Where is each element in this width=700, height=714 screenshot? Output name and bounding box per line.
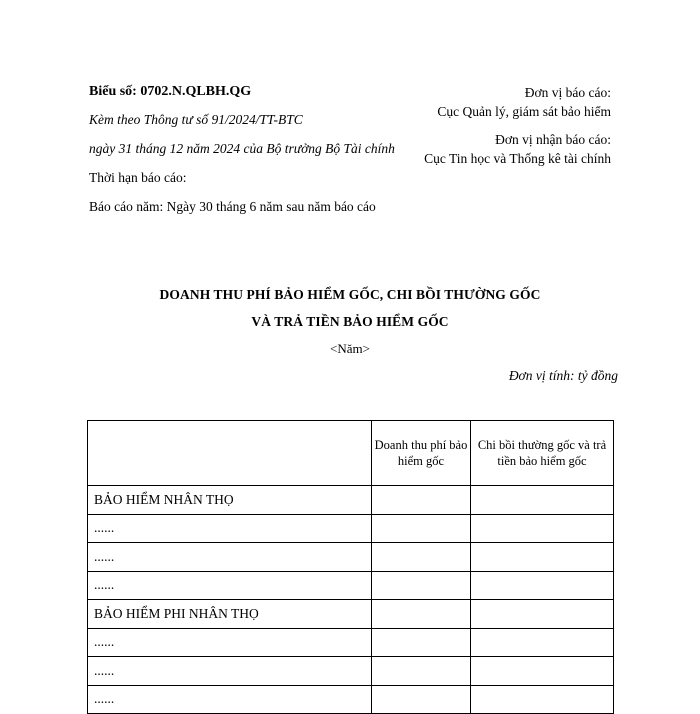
row-label-life-insurance: BẢO HIỂM NHÂN THỌ [88, 486, 372, 515]
row-label: ...... [88, 628, 372, 657]
claims-paid-cell [471, 685, 614, 714]
premium-revenue-cell [372, 486, 471, 515]
reporting-unit: Cục Quản lý, giám sát bảo hiểm [437, 104, 611, 119]
table-row [88, 628, 614, 657]
claims-paid-cell [471, 486, 614, 515]
unit-info [371, 83, 611, 168]
title-line-2: VÀ TRẢ TIỀN BẢO HIỂM GỐC [251, 314, 449, 329]
table-row [88, 685, 614, 714]
table-row [88, 514, 614, 543]
table-row [88, 571, 614, 600]
column-header-description [88, 421, 372, 486]
row-label: ...... [88, 543, 372, 572]
table-row [88, 657, 614, 686]
premium-revenue-cell [372, 571, 471, 600]
form-code: Biểu số: 0702.N.QLBH.QG [89, 84, 252, 99]
premium-revenue-cell [372, 600, 471, 629]
row-label: ...... [88, 571, 372, 600]
form-info [89, 82, 395, 216]
column-header-premium-revenue: Doanh thu phí bảo hiểm gốc [372, 421, 471, 486]
receiving-unit-label: Đơn vị nhận báo cáo: [495, 132, 611, 147]
unit-note: Đơn vị tính: tỷ đồng [508, 368, 618, 383]
table-row [88, 600, 614, 629]
claims-paid-cell [471, 514, 614, 543]
row-label: ...... [88, 685, 372, 714]
table-row [88, 486, 614, 515]
row-label: ...... [88, 657, 372, 686]
row-label: ...... [88, 514, 372, 543]
report-title [0, 285, 700, 358]
year-placeholder: <Năm> [330, 341, 370, 356]
premium-revenue-cell [372, 514, 471, 543]
column-header-claims-paid: Chi bồi thường gốc và trả tiền bảo hiểm gốc [471, 421, 614, 486]
premium-revenue-cell [372, 543, 471, 572]
claims-paid-cell [471, 600, 614, 629]
deadline-text: Báo cáo năm: Ngày 30 tháng 6 năm sau năm báo cáo [89, 199, 376, 214]
premium-revenue-cell [372, 628, 471, 657]
claims-paid-cell [471, 657, 614, 686]
premium-revenue-cell [372, 685, 471, 714]
circular-reference: Kèm theo Thông tư số 91/2024/TT-BTC [89, 112, 303, 127]
receiving-unit: Cục Tin học và Thống kê tài chính [424, 151, 611, 166]
deadline-label: Thời hạn báo cáo: [89, 170, 187, 185]
title-line-1: DOANH THU PHÍ BẢO HIỂM GỐC, CHI BỒI THƯỜNG GỐC [159, 287, 541, 302]
premium-revenue-cell [372, 657, 471, 686]
reporting-unit-label: Đơn vị báo cáo: [524, 85, 611, 100]
table-header-row [88, 421, 614, 486]
claims-paid-cell [471, 628, 614, 657]
circular-date: ngày 31 tháng 12 năm 2024 của Bộ trưởng Bộ Tài chính [89, 141, 395, 156]
table-row [88, 543, 614, 572]
claims-paid-cell [471, 571, 614, 600]
row-label-non-life-insurance: BẢO HIỂM PHI NHÂN THỌ [88, 600, 372, 629]
report-table [87, 420, 614, 714]
claims-paid-cell [471, 543, 614, 572]
